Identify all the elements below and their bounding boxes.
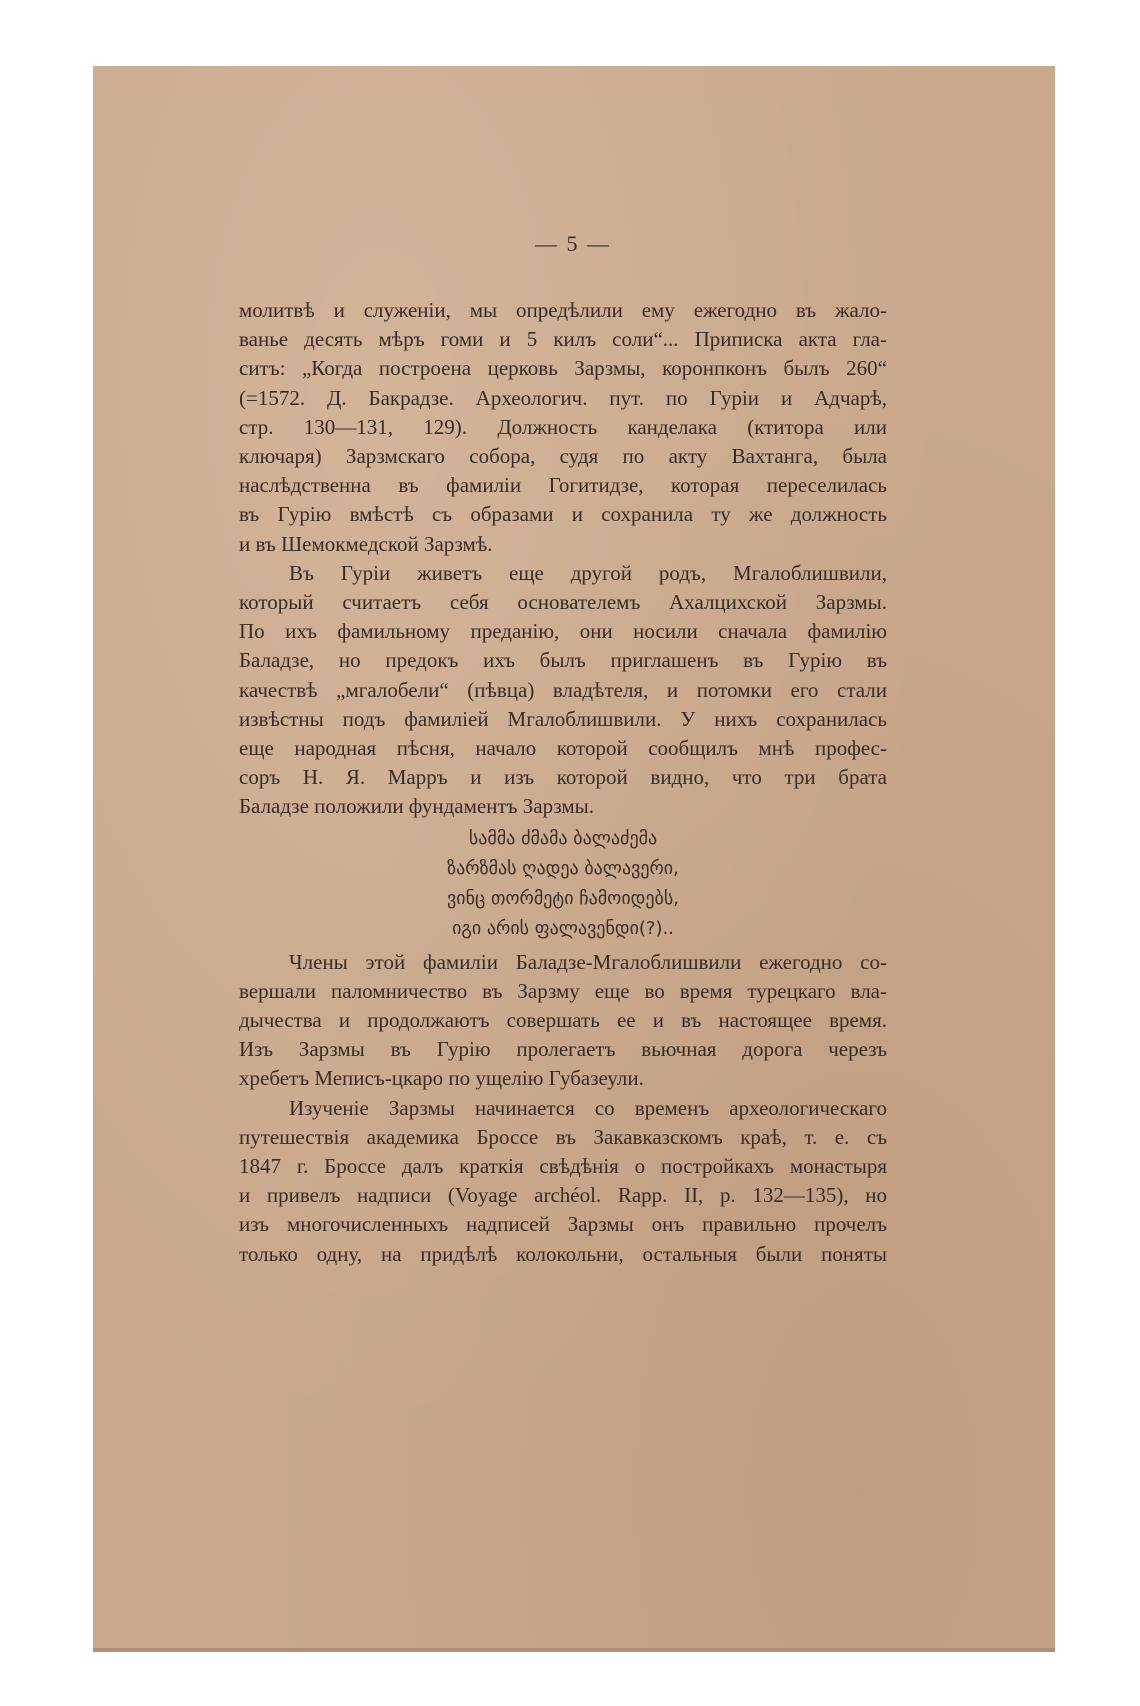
text-line: качествѣ „мгалобели“ (пѣвца) владѣтеля, и потомки его стали [239,677,887,702]
text-line: молитвѣ и служеніи, мы опредѣлили ему ежегодно въ жало- [239,298,887,322]
text-line: Члены этой фамиліи Баладзе-Мгалоблишвили ежегодно со- [289,949,887,974]
text-line: Баладзе положили фундаментъ Зарзмы. [239,794,595,819]
paragraph-2 [239,559,887,822]
verse-line: იგი არის ფალავენდი(?).. [452,917,674,939]
text-line: Въ Гуріи живетъ еще другой родъ, Мгалоблишвили, [289,560,887,585]
page-number: — 5 — [535,231,611,256]
text-line: и въ Шемокмедской Зарзмѣ. [239,531,493,556]
georgian-verse [239,824,887,944]
text-line: ситъ: „Когда построена церковь Зарзмы, коронпконъ былъ 260“ [239,356,887,381]
text-line: вершали паломничество въ Зарзму еще во время турецкаго вла- [239,978,887,1003]
text-line: извѣстны подъ фамиліей Мгалоблишвили. У нихъ сохранилась [239,706,887,731]
text-line: и привелъ надписи (Voyage archéol. Rapp. II, p. 132—135), но [239,1183,887,1208]
paragraph-3 [239,948,887,1094]
text-line: наслѣдственна въ фамиліи Гогитидзе, которая переселилась [239,473,887,498]
verse-line: ზარზმას ღადეა ბალავერი, [447,857,679,879]
text-line: 1847 г. Броссе далъ краткія свѣдѣнія о постройкахъ монастыря [239,1154,887,1179]
text-line: соръ Н. Я. Марръ и изъ которой видно, что три брата [239,765,887,790]
text-line: только одну, на придѣлѣ колокольни, остальныя были поняты [239,1241,887,1266]
verse-line: სამმა ძმამა ბალაძემა [468,827,658,849]
text-line: Изъ Зарзмы въ Гурію пролегаетъ вьючная дорога черезъ [239,1037,887,1062]
text-line: По ихъ фамильному преданію, они носили сначала фамилію [239,619,887,644]
text-line: еще народная пѣсня, начало которой сообщилъ мнѣ профес- [239,736,887,761]
book-page [93,66,1055,1652]
text-line: Изученіе Зарзмы начинается со временъ археологическаго [289,1095,887,1120]
text-line: (=1572. Д. Бакрадзе. Археологич. пут. по Гуріи и Адчарѣ, [239,385,887,410]
body-text [239,296,887,1269]
text-line: Баладзе, но предокъ ихъ былъ приглашенъ въ Гурію въ [239,648,887,673]
text-line: хребетъ Меписъ-цкаро по ущелію Губазеули. [239,1066,644,1091]
text-line: стр. 130—131, 129). Должность канделака (ктитора или [239,414,887,439]
verse-line: ვინც თორმეტი ჩამოიდებს, [447,887,679,909]
text-line: путешествія академика Броссе въ Закавказскомъ краѣ, т. е. съ [239,1124,887,1149]
paragraph-4 [239,1094,887,1269]
text-line: дычества и продолжаютъ совершать ее и въ настоящее время. [239,1008,887,1033]
text-line: въ Гурію вмѣстѣ съ образами и сохранила ту же должность [239,502,887,527]
paragraph-1 [239,296,887,559]
text-line: ванье десять мѣръ гоми и 5 килъ соли“... Приписка акта гла- [239,327,887,352]
text-line: изъ многочисленныхъ надписей Зарзмы онъ правильно прочелъ [239,1212,887,1237]
text-line: ключаря) Зарзмскаго собора, судя по акту Вахтанга, была [239,444,887,469]
text-line: который считаетъ себя основателемъ Ахалцихской Зарзмы. [239,590,887,615]
page-bottom-edge [93,1648,1055,1652]
